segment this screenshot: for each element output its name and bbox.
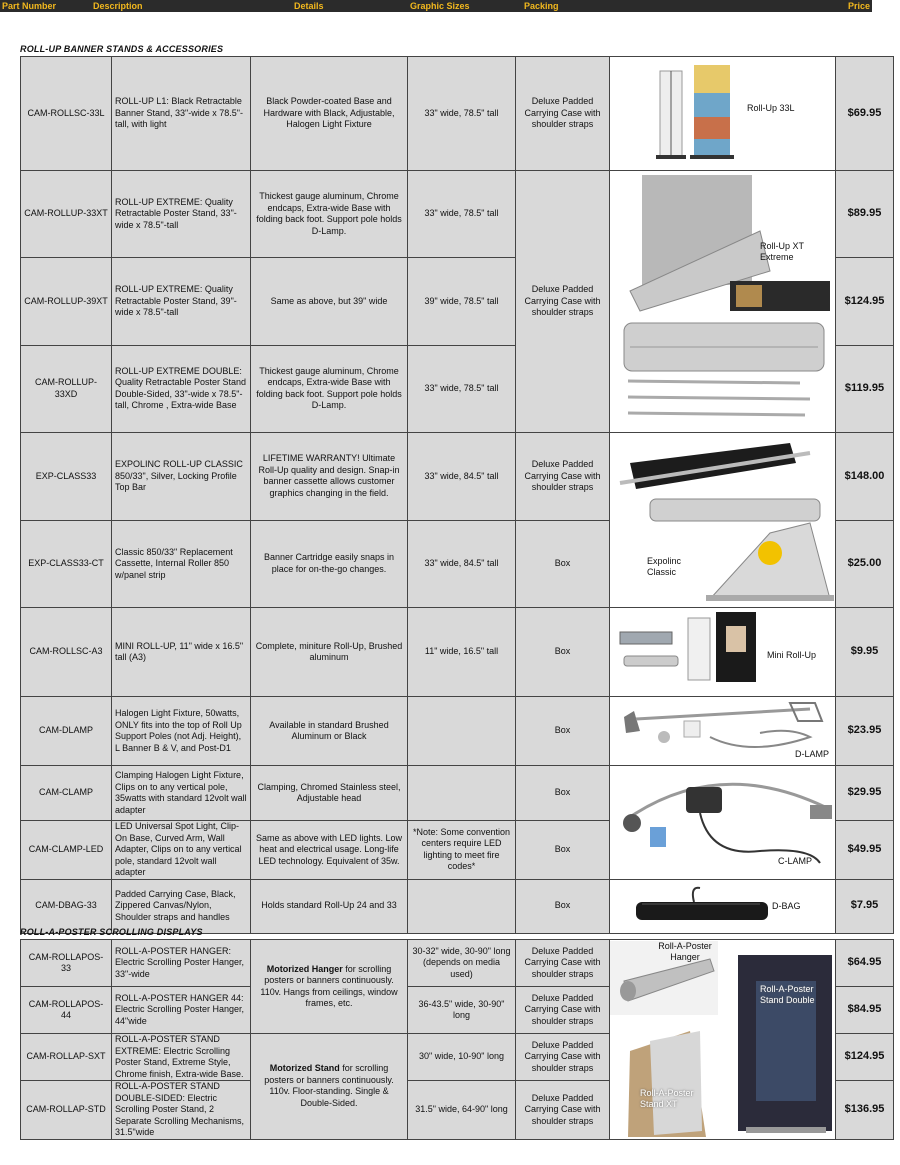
packing: Box: [516, 608, 610, 697]
description: ROLL-UP EXTREME DOUBLE: Quality Retractable Poster Stand Double-Sided, 33"-wide x 78.5"-tall, Chrome , Extra-wide Base: [112, 345, 251, 432]
details: LIFETIME WARRANTY! Ultimate Roll-Up quality and design. Snap-in banner cassette allows customer graphics changing in the field.: [251, 433, 408, 521]
packing: Box: [516, 520, 610, 608]
caption-rollup-33l: Roll-Up 33L: [747, 103, 795, 113]
details: Thickest gauge aluminum, Chrome endcaps, Extra-wide Base with folding back foot. Support pole holds D-Lamp.: [251, 171, 408, 258]
product-image-cell: [610, 608, 836, 697]
graphic-size: 30" wide, 10-90" long: [408, 1034, 516, 1081]
table-row: [21, 940, 894, 987]
graphic-size: 33" wide, 84.5" tall: [408, 433, 516, 521]
graphic-size: 33" wide, 78.5" tall: [408, 345, 516, 432]
rollup-extreme-image: [610, 171, 836, 432]
caption-rap-stand-xt: Roll-A-Poster Stand XT: [640, 1088, 694, 1109]
description: ROLL-A-POSTER STAND EXTREME: Electric Scrolling Poster Stand, Extreme Style, Chrome finish, Extra-wide Base.: [112, 1034, 251, 1081]
packing: Deluxe Padded Carrying Case with shoulder straps: [516, 433, 610, 521]
part-number: CAM-ROLLAPOS-33: [21, 940, 112, 987]
details: Same as above with LED lights. Low heat and electrical usage. Long-life LED technology. Equivalent of 35w.: [251, 821, 408, 880]
table-row: [21, 879, 894, 933]
caption-rollup-xt: Roll-Up XT Extreme: [760, 241, 804, 262]
col-graphic-sizes: Graphic Sizes: [410, 1, 470, 11]
product-image-cell: [610, 766, 836, 880]
part-number: CAM-ROLLAP-STD: [21, 1081, 112, 1140]
details: Thickest gauge aluminum, Chrome endcaps, Extra-wide Base with folding back foot. Support pole holds D-Lamp.: [251, 345, 408, 432]
packing: Deluxe Padded Carrying Case with shoulder straps: [516, 171, 610, 433]
details: [251, 1034, 408, 1140]
table-row: [21, 608, 894, 697]
graphic-size: 33" wide, 84.5" tall: [408, 520, 516, 608]
section-title-rollup: ROLL-UP BANNER STANDS & ACCESSORIES: [20, 44, 224, 54]
description: ROLL-UP L1: Black Retractable Banner Stand, 33"-wide x 78.5"-tall, with light: [112, 57, 251, 171]
description: MINI ROLL-UP, 11" wide x 16.5" tall (A3): [112, 608, 251, 697]
details: [251, 940, 408, 1034]
packing: Box: [516, 879, 610, 933]
part-number: CAM-CLAMP-LED: [21, 821, 112, 880]
price: $9.95: [836, 608, 894, 697]
col-packing: Packing: [524, 1, 559, 11]
caption-d-lamp: D-LAMP: [795, 749, 830, 759]
price: $23.95: [836, 697, 894, 766]
table-row: [21, 433, 894, 521]
caption-c-lamp: C-LAMP: [778, 856, 813, 866]
details: Complete, miniture Roll-Up, Brushed aluminum: [251, 608, 408, 697]
caption-rap-hanger: Roll-A-Poster Hanger: [658, 941, 712, 962]
price: $89.95: [836, 171, 894, 258]
graphic-size: 36-43.5" wide, 30-90" long: [408, 987, 516, 1034]
graphic-size: [408, 766, 516, 821]
description: Classic 850/33" Replacement Cassette, Internal Roller 850 w/panel strip: [112, 520, 251, 608]
caption-expolinc-classic: Expolinc Classic: [647, 556, 682, 577]
column-header-bar: [0, 0, 872, 12]
packing: Deluxe Padded Carrying Case with shoulder straps: [516, 57, 610, 171]
description: ROLL-UP EXTREME: Quality Retractable Poster Stand, 33"-wide x 78.5"-tall: [112, 171, 251, 258]
details: Banner Cartridge easily snaps in place for on-the-go changes.: [251, 520, 408, 608]
price: $124.95: [836, 1034, 894, 1081]
part-number: CAM-ROLLSC-A3: [21, 608, 112, 697]
section-title-poster: ROLL-A-POSTER SCROLLING DISPLAYS: [20, 927, 203, 937]
details: Same as above, but 39" wide: [251, 258, 408, 345]
table-row: [21, 171, 894, 258]
description: LED Universal Spot Light, Clip-On Base, Curved Arm, Wall Adapter, Clips on to any vertical pole, standard 12volt wall adapter: [112, 821, 251, 880]
caption-d-bag: D-BAG: [772, 900, 801, 911]
col-part-number: Part Number: [2, 1, 57, 11]
details-text: for scrolling posters or banners continuously. 110v. Floor-standing. Single & Double-Sided.: [264, 1063, 394, 1108]
details: Available in standard Brushed Aluminum or Black: [251, 697, 408, 766]
graphic-size: *Note: Some convention centers require LED lighting to meet fire codes*: [408, 821, 516, 880]
graphic-size: 39" wide, 78.5" tall: [408, 258, 516, 345]
description: Halogen Light Fixture, 50watts, ONLY fits into the top of Roll Up Support Poles (not Adj. Height), L Banner B & V, and Post-D1: [112, 697, 251, 766]
graphic-size: 30-32" wide, 30-90" long (depends on media used): [408, 940, 516, 987]
graphic-size: 33" wide, 78.5" tall: [408, 57, 516, 171]
graphic-size: 31.5" wide, 64-90" long: [408, 1081, 516, 1140]
price: $7.95: [836, 879, 894, 933]
col-description: Description: [93, 1, 143, 11]
price: $136.95: [836, 1081, 894, 1140]
details: Black Powder-coated Base and Hardware with Black, Adjustable, Halogen Light Fixture: [251, 57, 408, 171]
part-number: EXP-CLASS33: [21, 433, 112, 521]
d-bag-image: [610, 880, 836, 933]
packing: Deluxe Padded Carrying Case with shoulder straps: [516, 987, 610, 1034]
price: $64.95: [836, 940, 894, 987]
details: Clamping, Chromed Stainless steel, Adjustable head: [251, 766, 408, 821]
price: $148.00: [836, 433, 894, 521]
product-image-cell: [610, 697, 836, 766]
expolinc-classic-image: [610, 433, 836, 607]
packing: Box: [516, 697, 610, 766]
packing: Deluxe Padded Carrying Case with shoulder straps: [516, 1034, 610, 1081]
details: Holds standard Roll-Up 24 and 33: [251, 879, 408, 933]
product-image-cell: [610, 433, 836, 608]
part-number: CAM-DLAMP: [21, 697, 112, 766]
description: ROLL-A-POSTER HANGER 44: Electric Scrolling Poster Hanger, 44"wide: [112, 987, 251, 1034]
part-number: CAM-ROLLAPOS-44: [21, 987, 112, 1034]
description: Clamping Halogen Light Fixture, Clips on to any vertical pole, 35watts with standard 12volt wall adapter: [112, 766, 251, 821]
description: ROLL-A-POSTER HANGER: Electric Scrolling Poster Hanger, 33"-wide: [112, 940, 251, 987]
part-number: CAM-ROLLUP-39XT: [21, 258, 112, 345]
description: Padded Carrying Case, Black, Zippered Canvas/Nylon, Shoulder straps and handles: [112, 879, 251, 933]
part-number: EXP-CLASS33-CT: [21, 520, 112, 608]
product-image-cell: [610, 879, 836, 933]
table-row: [21, 57, 894, 171]
packing: Deluxe Padded Carrying Case with shoulder straps: [516, 940, 610, 987]
price: $124.95: [836, 258, 894, 345]
price: $29.95: [836, 766, 894, 821]
details-bold: Motorized Hanger: [266, 963, 343, 974]
col-details: Details: [294, 1, 324, 11]
price: $84.95: [836, 987, 894, 1034]
price: $25.00: [836, 520, 894, 608]
graphic-size: [408, 697, 516, 766]
price: $119.95: [836, 345, 894, 432]
caption-mini-rollup: Mini Roll-Up: [767, 650, 817, 660]
graphic-size: 33" wide, 78.5" tall: [408, 171, 516, 258]
details-text: for scrolling posters or banners continuously. 110v. Hangs from ceilings, window frames, etc.: [260, 963, 398, 1008]
graphic-size: 11" wide, 16.5" tall: [408, 608, 516, 697]
part-number: CAM-DBAG-33: [21, 879, 112, 933]
rollup-33l-image: [610, 57, 836, 170]
packing: Deluxe Padded Carrying Case with shoulder straps: [516, 1081, 610, 1140]
product-image-cell: [610, 940, 836, 1140]
part-number: CAM-CLAMP: [21, 766, 112, 821]
part-number: CAM-ROLLSC-33L: [21, 57, 112, 171]
rollup-table: [20, 56, 894, 934]
description: ROLL-A-POSTER STAND DOUBLE-SIDED: Electric Scrolling Poster Stand, 2 Separate Scrolling Mechanisms, 31.5"wide: [112, 1081, 251, 1140]
table-row: [21, 697, 894, 766]
price: $49.95: [836, 821, 894, 880]
graphic-size: [408, 879, 516, 933]
packing: Box: [516, 766, 610, 821]
price: $69.95: [836, 57, 894, 171]
packing: Box: [516, 821, 610, 880]
table-row: [21, 766, 894, 821]
poster-table: [20, 939, 894, 1140]
details-bold: Motorized Stand: [269, 1063, 340, 1074]
description: EXPOLINC ROLL-UP CLASSIC 850/33", Silver, Locking Profile Top Bar: [112, 433, 251, 521]
part-number: CAM-ROLLAP-SXT: [21, 1034, 112, 1081]
product-image-cell: [610, 171, 836, 433]
product-image-cell: [610, 57, 836, 171]
caption-rap-stand-double: Roll-A-Poster Stand Double: [760, 984, 815, 1005]
col-price: Price: [848, 1, 871, 11]
part-number: CAM-ROLLUP-33XT: [21, 171, 112, 258]
description: ROLL-UP EXTREME: Quality Retractable Poster Stand, 39"-wide x 78.5"-tall: [112, 258, 251, 345]
part-number: CAM-ROLLUP-33XD: [21, 345, 112, 432]
